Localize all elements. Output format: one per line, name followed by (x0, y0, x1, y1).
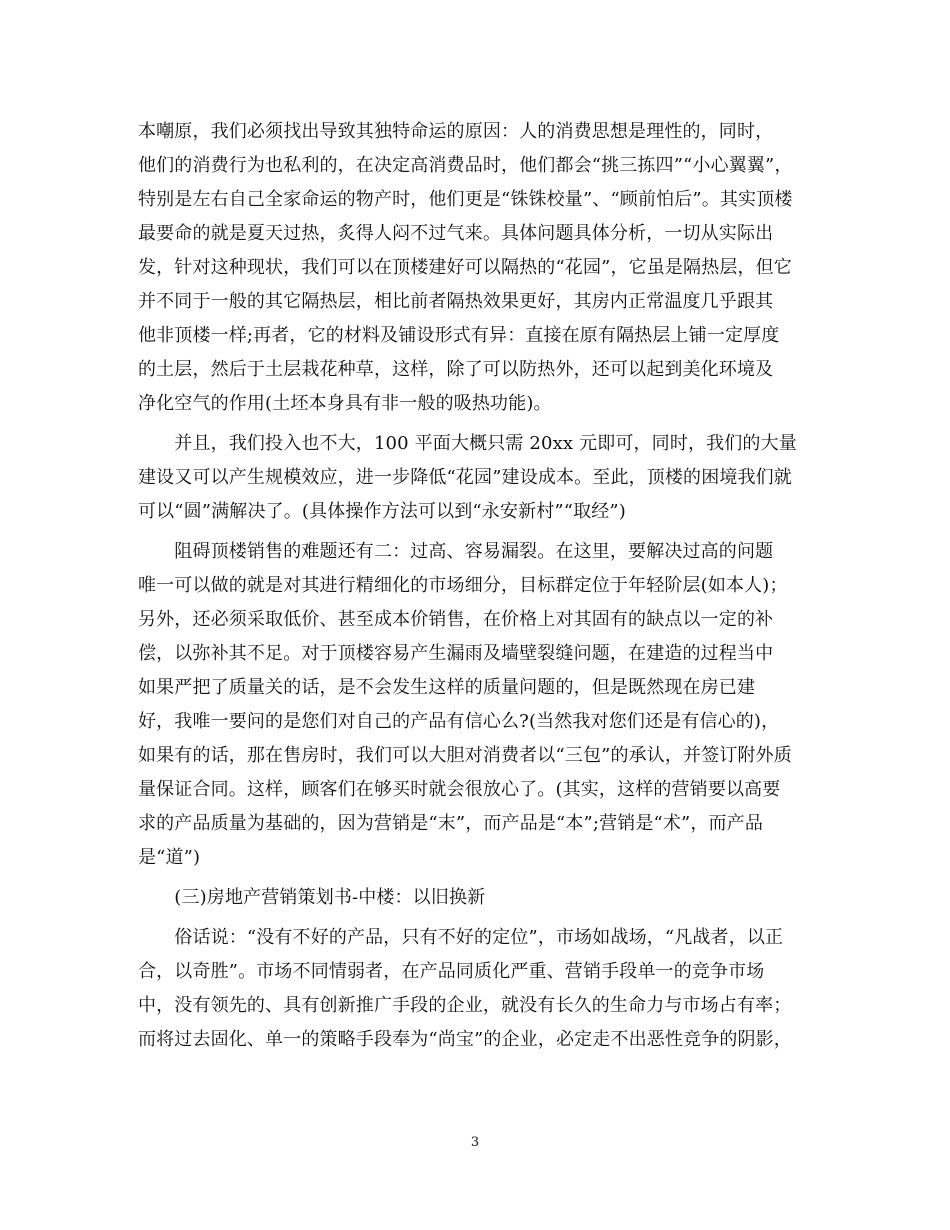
text-line: 并不同于一般的其它隔热层，相比前者隔热效果更好，其房内正常温度几乎跟其 (138, 291, 774, 312)
text-line: 量保证合同。这样，顾客们在够买时就会很放心了。(其实，这样的营销要以高要 (138, 779, 781, 800)
text-line: 他非顶楼一样;再者，它的材料及铺设形式有异：直接在原有隔热层上铺一定厚度 (138, 325, 780, 346)
text-line: 是“道”) (138, 847, 201, 868)
text-line: 最要命的就是夏天过热，炙得人闷不过气来。具体问题具体分析，一切从实际出 (138, 223, 774, 244)
text-line: 他们的消费行为也私利的，在决定高消费品时，他们都会“挑三拣四”“小心翼翼”， (138, 155, 793, 176)
text-line: 中，没有领先的、具有创新推广手段的企业，就没有长久的生命力与市场占有率； (138, 995, 792, 1016)
text-line: 特别是左右自己全家命运的物产时，他们更是“铢铢校量”、“顾前怕后”。其实顶楼 (138, 189, 793, 210)
text-line: 并且，我们投入也不大，100 平面大概只需 20xx 元即可，同时，我们的大量 (138, 433, 797, 454)
text-line: 合，以奇胜”。市场不同情弱者，在产品同质化严重、营销手段单一的竞争市场 (138, 961, 765, 982)
text-line: 而将过去固化、单一的策略手段奉为“尚宝”的企业，必定走不出恶性竞争的阴影， (138, 1029, 792, 1050)
text-line: 的土层，然后于土层栽花种草，这样，除了可以防热外，还可以起到美化环境及 (138, 359, 774, 380)
text-line: (三)房地产营销策划书-中楼：以旧换新 (138, 887, 486, 908)
text-line: 求的产品质量为基础的，因为营销是“末”，而产品是“本”;营销是“术”，而产品 (138, 813, 763, 834)
text-line: 建设又可以产生规模效应，进一步降低“花园”建设成本。至此，顶楼的困境我们就 (138, 467, 792, 488)
text-line: 好，我唯一要问的是您们对自己的产品有信心么?(当然我对您们还是有信心的)， (138, 711, 780, 732)
text-line: 发，针对这种现状，我们可以在顶楼建好可以隔热的“花园”，它虽是隔热层，但它 (138, 257, 792, 278)
text-line: 俗话说：“没有不好的产品，只有不好的定位”，市场如战场，“凡战者，以正 (138, 927, 784, 948)
text-line: 另外，还必须采取低价、甚至成本价销售，在价格上对其固有的缺点以一定的补 (138, 609, 774, 630)
text-line: 阻碍顶楼销售的难题还有二：过高、容易漏裂。在这里，要解决过高的问题 (138, 541, 774, 562)
text-line: 可以“圆”满解决了。(具体操作方法可以到“永安新村”“取经”) (138, 501, 626, 522)
text-line: 如果严把了质量关的话，是不会发生这样的质量问题的，但是既然现在房已建 (138, 677, 756, 698)
page-number: 3 (470, 1135, 480, 1150)
text-line: 净化空气的作用(土坯本身具有非一般的吸热功能)。 (138, 393, 552, 414)
text-line: 如果有的话，那在售房时，我们可以大胆对消费者以“三包”的承认，并签订附外质 (138, 745, 792, 766)
text-line: 唯一可以做的就是对其进行精细化的市场细分，目标群定位于年轻阶层(如本人)； (138, 575, 788, 596)
text-line: 偿，以弥补其不足。对于顶楼容易产生漏雨及墙壁裂缝问题，在建造的过程当中 (138, 643, 774, 664)
text-line: 本嘲原，我们必须找出导致其独特命运的原因：人的消费思想是理性的，同时， (138, 121, 774, 142)
